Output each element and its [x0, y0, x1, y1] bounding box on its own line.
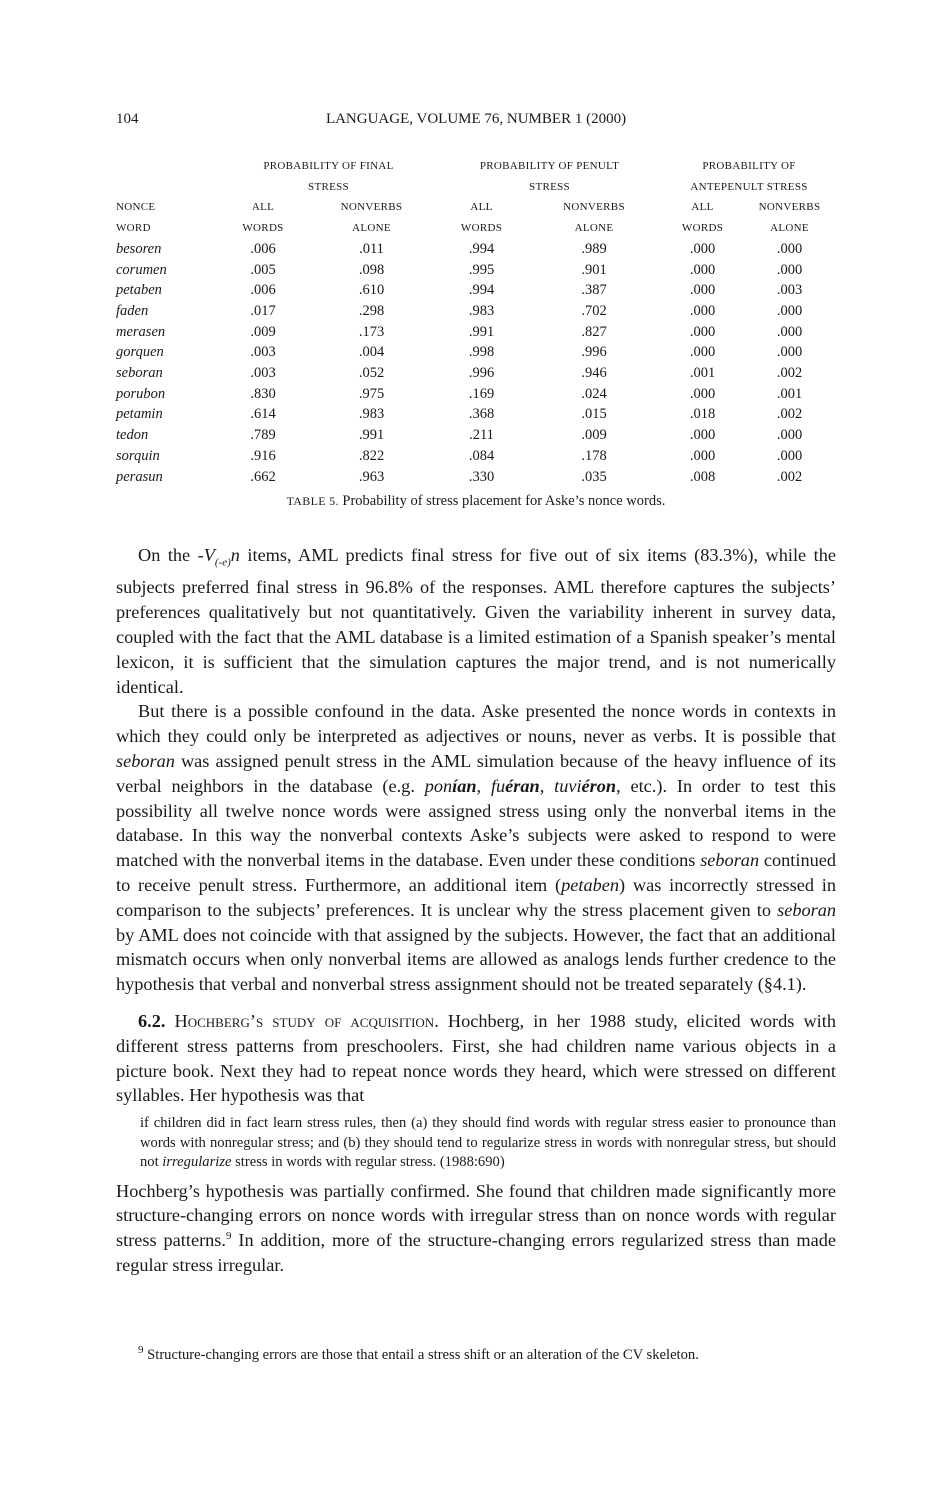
body-text [116, 543, 836, 1278]
col-header: WORDS [242, 222, 284, 235]
probability-cell: .996 [468, 365, 495, 382]
probability-cell: .000 [689, 302, 716, 319]
table-row [116, 384, 836, 405]
nonce-word-cell: petamin [116, 406, 163, 423]
table-5 [116, 156, 836, 510]
col-header: ALONE [770, 222, 809, 235]
probability-cell: .387 [581, 282, 607, 299]
nonce-word-cell: seboran [116, 365, 163, 382]
probability-cell: .963 [358, 468, 385, 485]
probability-cell: .000 [776, 302, 803, 319]
probability-cell: .000 [689, 427, 716, 444]
probability-cell: .002 [776, 365, 803, 382]
probability-cell: .001 [689, 365, 716, 382]
probability-cell: .052 [358, 365, 385, 382]
col-header: ALONE [352, 222, 391, 235]
group-header-row-2 [116, 177, 836, 198]
nonce-word-cell: gorquen [116, 344, 164, 361]
nonce-word-cell: corumen [116, 261, 167, 278]
probability-cell: .996 [581, 344, 607, 361]
nonce-word-cell: petaben [116, 282, 162, 299]
nonce-word-cell: porubon [116, 385, 166, 402]
footnote-9: $^9$ Structure-changing errors are those that entail a stress shift or an alteration of the CV skeleton. [138, 1344, 699, 1363]
table-row [116, 425, 836, 446]
probability-cell: .024 [581, 385, 607, 402]
probability-cell: .989 [581, 240, 607, 257]
footnote-number: 9 [138, 1344, 144, 1357]
probability-cell: .000 [776, 447, 803, 464]
probability-cell: .946 [581, 365, 607, 382]
probability-cell: .008 [689, 468, 716, 485]
probability-cell: .991 [358, 427, 385, 444]
nonce-word-cell: merasen [116, 323, 166, 340]
group-header-final-line2: STRESS [308, 180, 349, 193]
nonce-word-cell: perasun [116, 468, 163, 485]
probability-cell: .983 [358, 406, 385, 423]
probability-cell: .000 [776, 323, 803, 340]
probability-cell: .000 [689, 447, 716, 464]
table-row [116, 322, 836, 343]
table-row [116, 363, 836, 384]
probability-cell: .662 [250, 468, 276, 485]
table-body [116, 239, 836, 487]
probability-cell: .173 [358, 323, 385, 340]
group-header-penult-line2: STRESS [529, 180, 570, 193]
col-header: ALL [691, 201, 714, 214]
probability-cell: .000 [689, 344, 716, 361]
probability-cell: .002 [776, 468, 803, 485]
table-row [116, 260, 836, 281]
probability-cell: .009 [581, 427, 607, 444]
paragraph-3: Hochberg’s hypothesis was partially confirmed. She found that children made significantly more structure-changing errors on nonce words with irregular stress than on nonce words with regular stress patterns.$^9$ In addition, more of the structure-changing errors regularized stress than made regular stress irregular. [116, 1180, 836, 1276]
probability-cell: .178 [581, 447, 607, 464]
probability-cell: .000 [689, 282, 716, 299]
probability-cell: .298 [358, 302, 385, 319]
col-header: NONVERBS [758, 201, 821, 214]
table-row [116, 446, 836, 467]
probability-cell: .098 [358, 261, 385, 278]
table-row [116, 301, 836, 322]
probability-cell: .015 [581, 406, 607, 423]
probability-cell: .614 [250, 406, 276, 423]
probability-cell: .169 [468, 385, 495, 402]
section-number: 6.2. [138, 1011, 166, 1031]
probability-cell: .000 [776, 427, 803, 444]
probability-cell: .822 [358, 447, 385, 464]
probability-cell: .000 [689, 385, 716, 402]
col-header: WORDS [460, 222, 503, 235]
probability-cell: .995 [468, 261, 495, 278]
group-header-antepenult-line2: ANTEPENULT STRESS [690, 180, 808, 193]
probability-cell: .000 [776, 344, 803, 361]
probability-cell: .084 [468, 447, 495, 464]
probability-cell: .916 [250, 447, 276, 464]
probability-cell: .003 [250, 344, 276, 361]
nonce-word-cell: sorquin [116, 447, 160, 464]
paragraph-1: On the $-V_{(-e)}n$ items, AML predicts final stress for five out of six items (83.3%), while the subjects preferred final stress in 96.8% of the responses. AML therefore captures the subjects’ preferences qualitatively but not quantitatively. Given the variability inherent in survey data, coupled with the fact that the AML database is a limited estimation of a Spanish speaker’s mental lexicon, it is sufficient that the simulation captures the major trend, and is not numerically identical. [116, 545, 836, 697]
table-row [116, 404, 836, 425]
probability-cell: .975 [358, 385, 385, 402]
nonce-word-cell: tedon [116, 427, 149, 444]
probability-cell: .998 [468, 344, 495, 361]
probability-cell: .000 [776, 240, 803, 257]
probability-cell: .017 [250, 302, 276, 319]
table-caption-label: TABLE 5. [286, 494, 339, 509]
probability-cell: .006 [250, 240, 276, 257]
table-row [116, 342, 836, 363]
footnote-ref: 9 [225, 1230, 232, 1243]
probability-cell: .006 [250, 282, 276, 299]
section-6-2: 6.2. Hochberg’s study of acquisition. Hochberg, in her 1988 study, elicited words with different stress patterns from preschoolers. First, she had children name various objects in a picture book. Next they had to repeat nonce words they heard, which were stressed on different syllables. Her hypothesis was that [116, 1011, 836, 1106]
probability-cell: .005 [250, 261, 276, 278]
nonce-word-cell: faden [116, 302, 149, 319]
col-header-nonce: NONCE [116, 201, 156, 214]
probability-cell: .003 [776, 282, 803, 299]
probability-cell: .827 [581, 323, 607, 340]
probability-cell: .000 [689, 323, 716, 340]
group-header-final: PROBABILITY OF FINAL [263, 160, 394, 172]
col-header: NONVERBS [563, 201, 625, 214]
table-row [116, 280, 836, 301]
page-number: 104 [116, 111, 139, 127]
probability-cell: .004 [358, 344, 385, 361]
running-head [116, 111, 836, 135]
probability-cell: .830 [250, 385, 276, 402]
probability-cell: .000 [689, 240, 716, 257]
probability-cell: .001 [776, 385, 803, 402]
probability-cell: .789 [250, 427, 276, 444]
paragraph-2: But there is a possible confound in the data. Aske presented the nonce words in contexts in which they could only be interpreted as adjectives or nouns, never as verbs. It is possible that seboran was assigned penult stress in the AML simulation because of the heavy influence of its verbal neighbors in the database (e.g. ponían, fuéran, tuviéron, etc.). In order to test this possibility all twelve nonce words were assigned stress using only the nonverbal items in the database. In this way the nonverbal contexts Aske’s subjects were asked to respond to were matched with the nonverbal items in the database. Even under these conditions seboran continued to receive penult stress. Furthermore, an additional item (petaben) was incorrectly stressed in comparison to the subjects’ preferences. It is unclear why the stress placement given to seboran by AML does not coincide with that assigned by the subjects. However, the fact that an additional mismatch occurs when only nonverbal items are allowed as analogs lends further credence to the hypothesis that verbal and nonverbal stress assignment should not be treated separately (§4.1). [116, 701, 836, 995]
probability-cell: .000 [776, 261, 803, 278]
table-caption [116, 493, 836, 510]
probability-cell: .018 [689, 406, 716, 423]
probability-cell: .610 [358, 282, 385, 299]
probability-cell: .991 [468, 323, 495, 340]
stress-probability-table [116, 156, 836, 487]
probability-cell: .330 [468, 468, 495, 485]
probability-cell: .002 [776, 406, 803, 423]
col-header: ALL [251, 201, 275, 214]
probability-cell: .994 [468, 282, 495, 299]
probability-cell: .003 [250, 365, 276, 382]
table-caption-text: Probability of stress placement for Aske’s nonce words. [342, 493, 666, 510]
probability-cell: .702 [581, 302, 607, 319]
col-header: WORDS [681, 222, 724, 235]
table-row [116, 467, 836, 488]
group-header-penult: PROBABILITY OF PENULT [479, 160, 620, 172]
probability-cell: .009 [250, 323, 276, 340]
col-header: ALL [470, 201, 493, 214]
col-header-word: WORD [116, 222, 151, 235]
probability-cell: .011 [359, 240, 384, 257]
group-header-antepenult: PROBABILITY OF [702, 160, 796, 172]
probability-cell: .035 [581, 468, 607, 485]
probability-cell: .211 [469, 427, 494, 444]
probability-cell: .368 [468, 406, 495, 423]
journal-title: LANGUAGE, VOLUME 76, NUMBER 1 (2000) [325, 111, 627, 127]
probability-cell: .983 [468, 302, 495, 319]
group-header-row-1 [116, 156, 836, 177]
col-header: ALONE [574, 222, 614, 235]
col-header: NONVERBS [340, 201, 403, 214]
probability-cell: .000 [689, 261, 716, 278]
nonce-word-cell: besoren [116, 240, 162, 257]
column-header-row-2 [116, 218, 836, 239]
section-title: Hochberg’s study of acquisition. [174, 1011, 439, 1031]
column-header-row-1 [116, 197, 836, 218]
block-quote: if children did in fact learn stress rules, then (a) they should find words with regular stress easier to pronounce than words with nonregular stress; and (b) they should tend to regularize stress in words with nonregular stress, but should not irregularize stress in words with regular stress. (1988:690) [140, 1115, 836, 1171]
table-row [116, 239, 836, 260]
probability-cell: .994 [468, 240, 495, 257]
probability-cell: .901 [581, 261, 607, 278]
